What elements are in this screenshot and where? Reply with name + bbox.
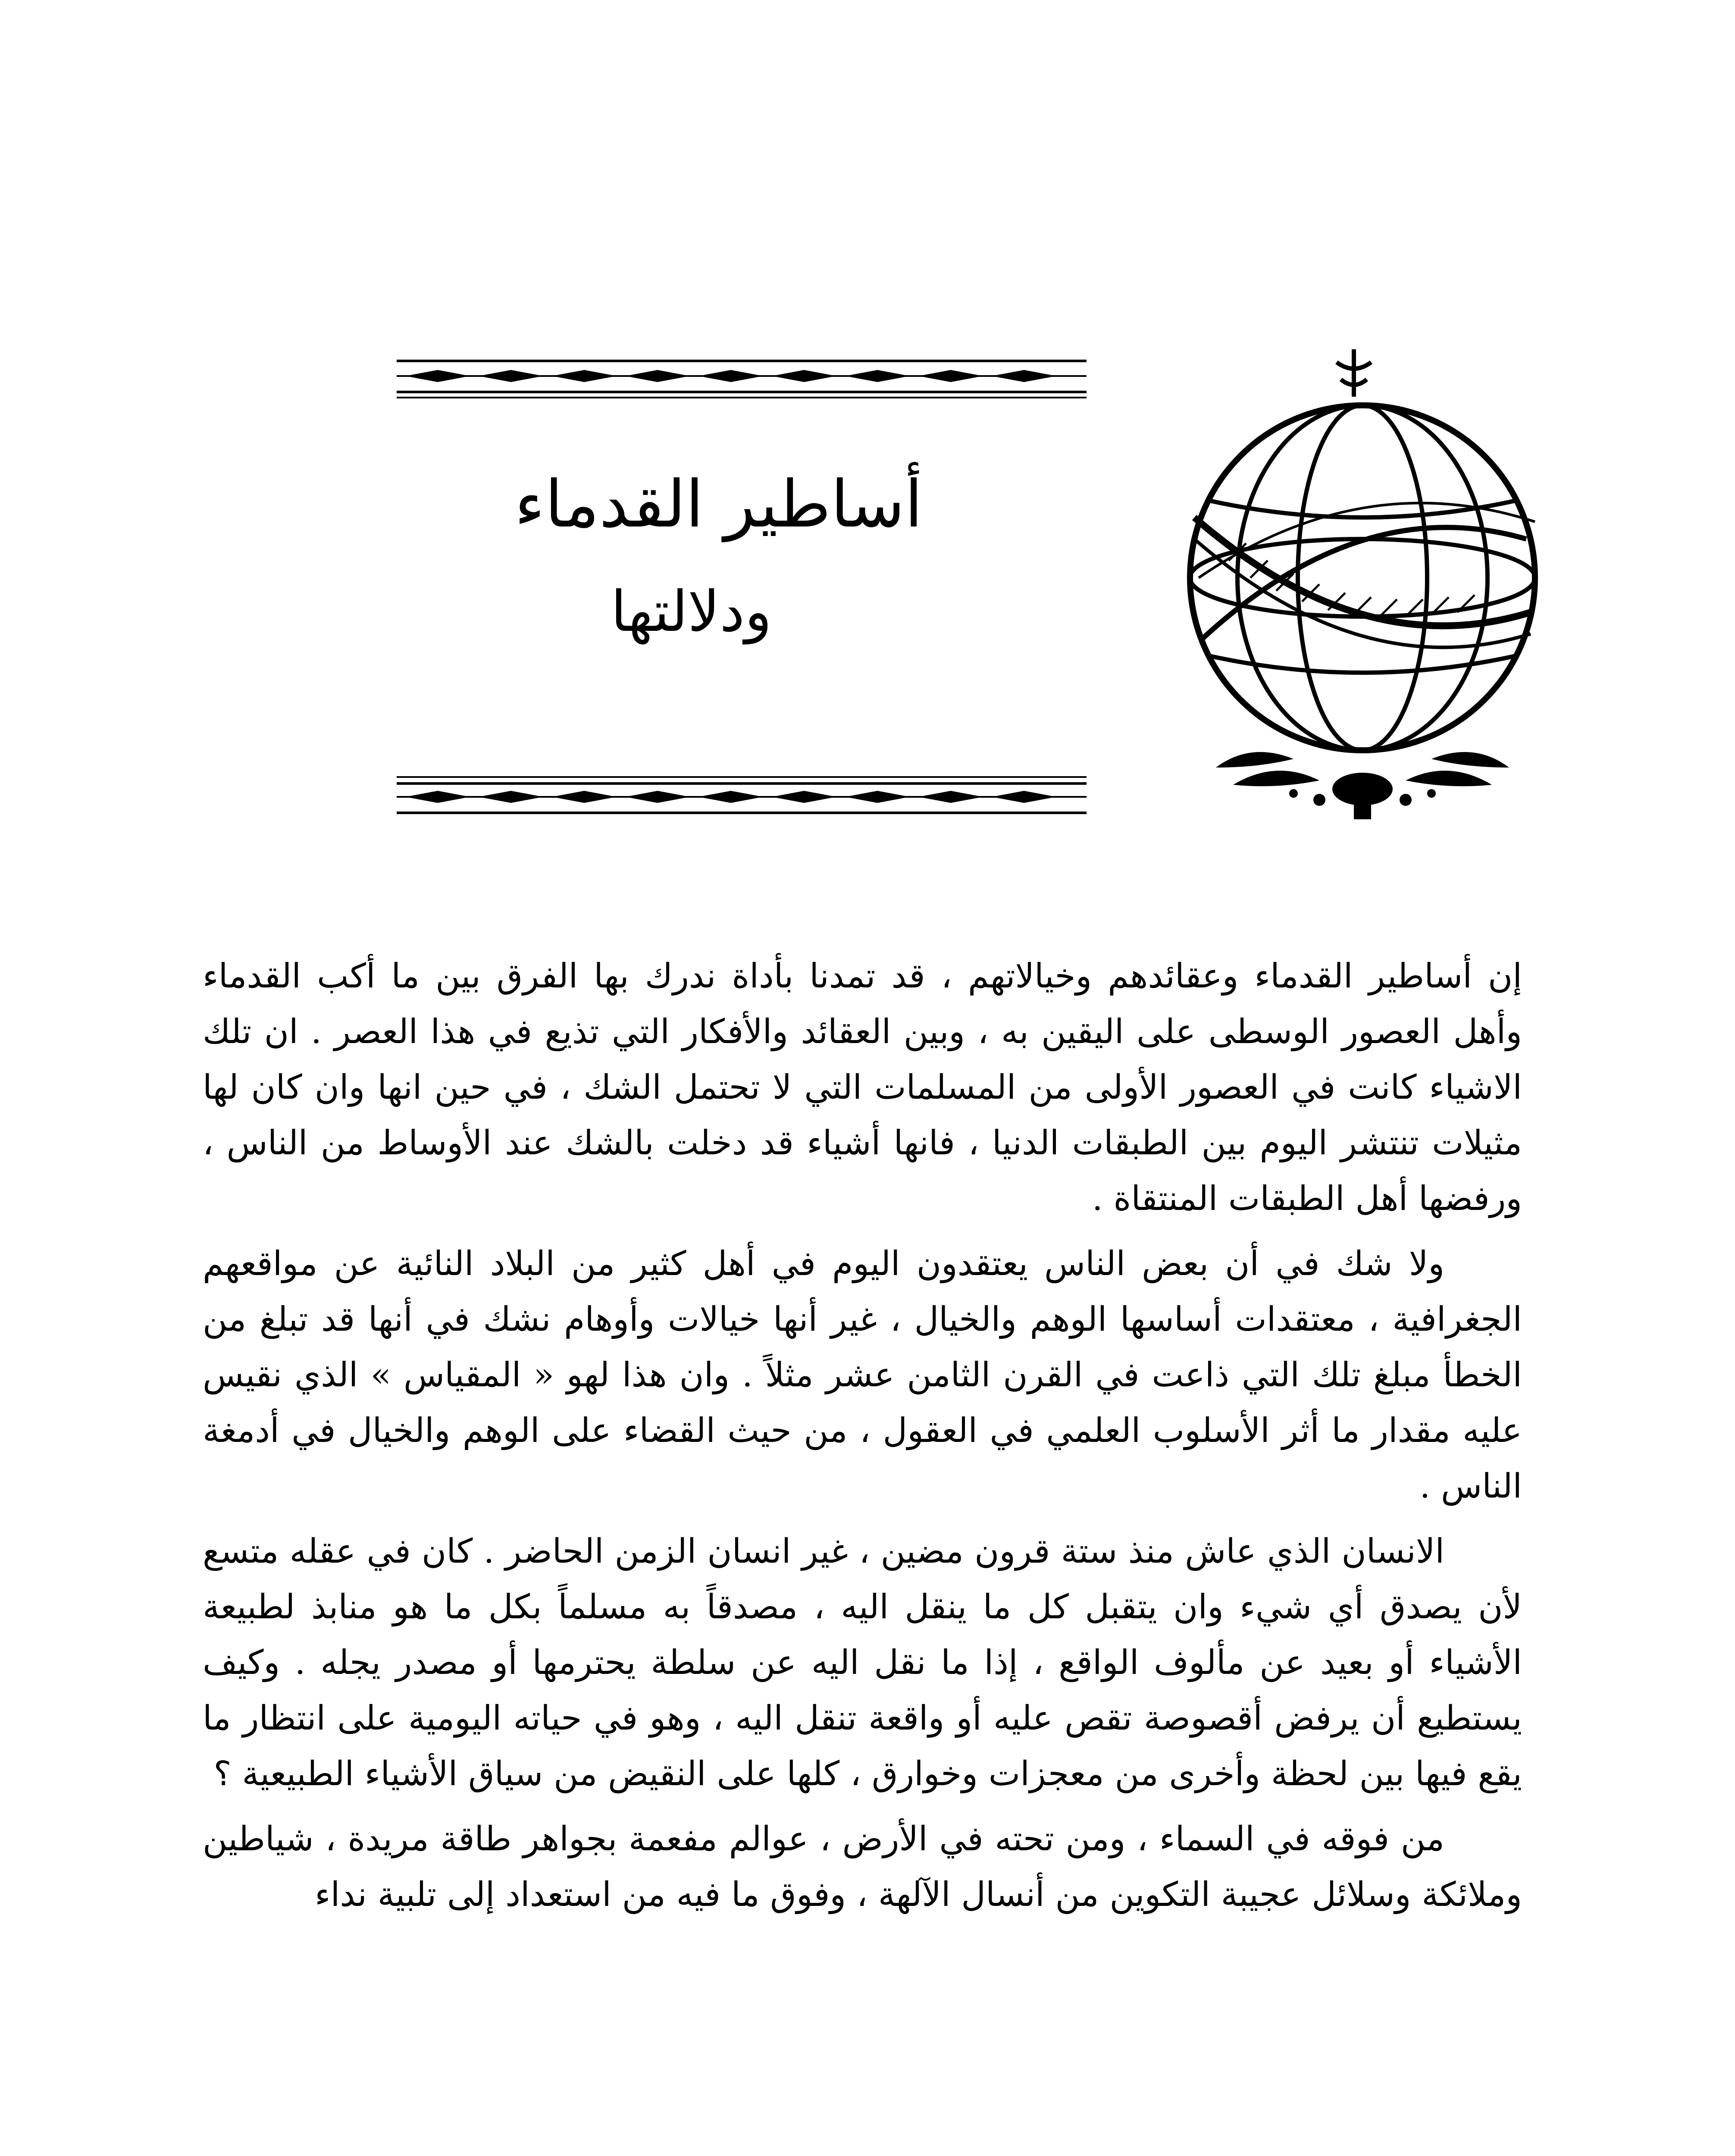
paragraph-4: من فوقه في السماء ، ومن تحته في الأرض ، عوالم مفعمة بجواهر طاقة مريدة ، شياطين وملائكة وسلائل عجيبة التكوين من أنسال الآلهة ، وفوق ما فيه من استعداد إلى تلبية نداء	[203, 1820, 1522, 1914]
chapter-title: أساطير القدماء	[514, 467, 923, 542]
body-text	[203, 949, 1522, 1932]
paragraph-1: إن أساطير القدماء وعقائدهم وخيالاتهم ، قد تمدنا بأداة ندرك بها الفرق بين ما أكب القدماء وأهل العصور الوسطى على اليقين به ، وبين العقائد والأفكار التي تذيع في هذا العصر . ان تلك الاشياء كانت في العصور الأولى من المسلمات التي لا تحتمل الشك ، في حين انها وان كان لها مثيلات تنتشر اليوم بين الطبقات الدنيا ، فانها أشياء قد دخلت بالشك عند الأوساط من الناس ، ورفضها أهل الطبقات المنتقاة .	[203, 957, 1522, 1218]
decorative-rule-icon	[397, 772, 1087, 819]
chapter-header	[224, 336, 1518, 854]
armillary-globe-icon	[1164, 336, 1544, 824]
paragraph-3: الانسان الذي عاش منذ ستة قرون مضين ، غير انسان الزمن الحاضر . كان في عقله متسع لأن يصدق أي شيء وان يتقبل كل ما ينقل اليه ، مصدقاً به مسلماً بكل ما هو منابذ لطبيعة الأشياء أو بعيد عن مألوف الواقع ، إذا ما نقل اليه عن سلطة يحترمها أو مصدر يجله . وكيف يستطيع أن يرفض أقصوصة تقص عليه أو واقعة تنقل اليه ، وهو في حياته اليومية على انتظار ما يقع فيها بين لحظة وأخرى من معجزات وخوارق ، كلها على النقيض من سياق الأشياء الطبيعية ؟	[203, 1532, 1522, 1793]
chapter-title-block	[216, 336, 1087, 824]
decorative-rule-icon	[397, 354, 1087, 401]
paragraph-2: ولا شك في أن بعض الناس يعتقدون اليوم في أهل كثير من البلاد النائية عن مواقعهم الجغرافية ، معتقدات أساسها الوهم والخيال ، غير أنها خيالات وأوهام نشك في أنها قد تبلغ من الخطأ مبلغ تلك التي ذاعت في القرن الثامن عشر مثلاً . وان هذا لهو « المقياس » الذي نقيس عليه مقدار ما أثر الأسلوب العلمي في العقول ، من حيث القضاء على الوهم والخيال في أدمغة الناس .	[203, 1244, 1522, 1506]
chapter-subtitle: ودلالتها	[611, 579, 772, 644]
